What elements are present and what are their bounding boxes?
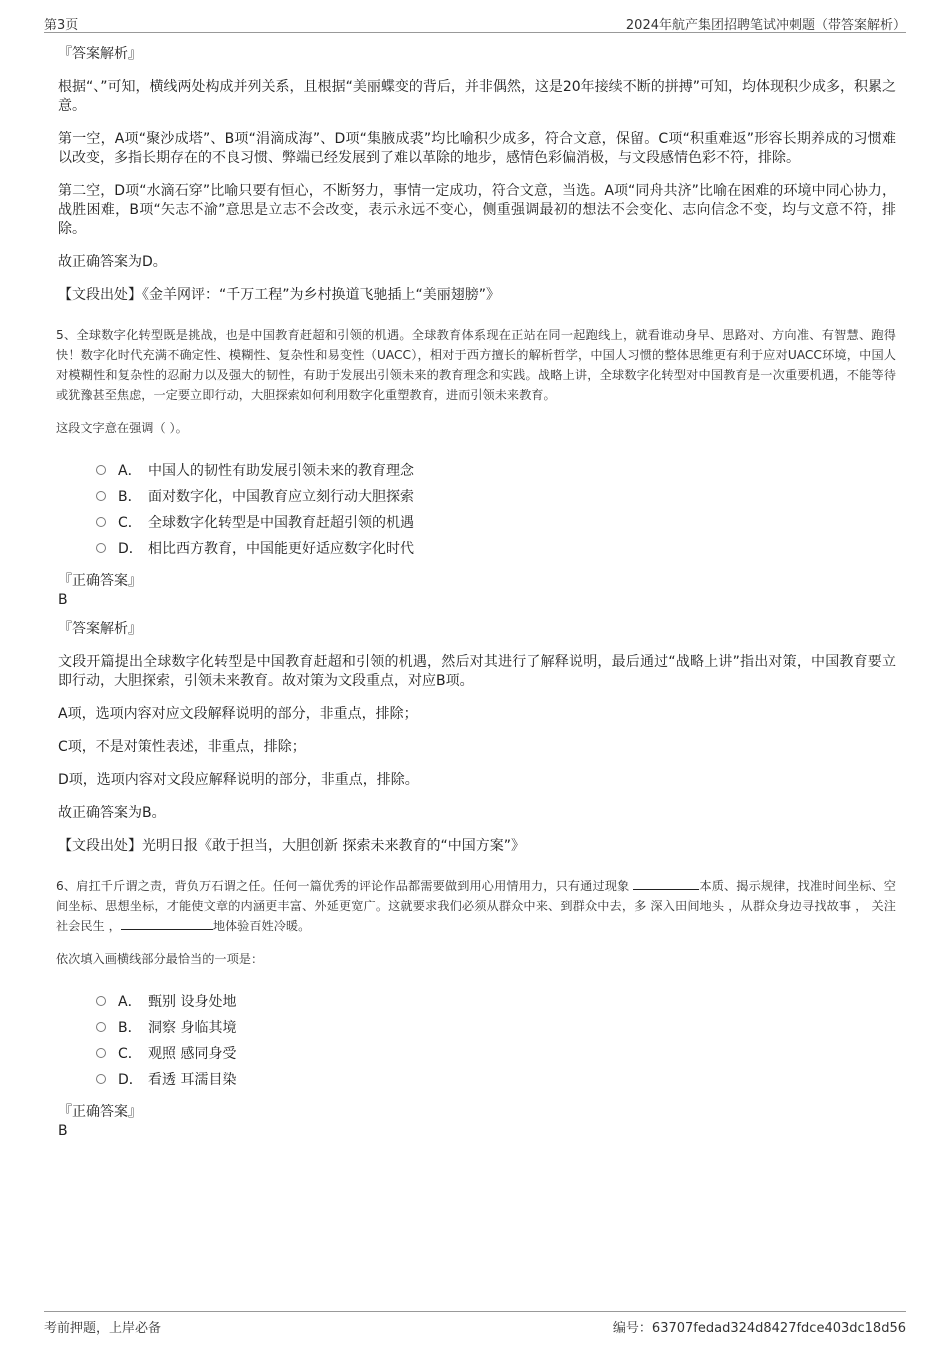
question-prompt: 这段文字意在强调（ ）。 <box>56 421 188 435</box>
page-content <box>56 44 896 1150</box>
q4-analysis <box>56 44 896 305</box>
option-a[interactable] <box>96 457 896 483</box>
radio-icon[interactable] <box>96 517 106 527</box>
radio-icon[interactable] <box>96 1048 106 1058</box>
option-list <box>96 988 896 1092</box>
radio-icon[interactable] <box>96 996 106 1006</box>
question-5 <box>56 325 896 856</box>
option-letter: A． <box>118 463 142 479</box>
question-prompt: 依次填入画横线部分最恰当的一项是： <box>56 952 264 966</box>
correct-answer <box>56 1102 896 1140</box>
stem-text: 本质、揭示规律，找准时间坐标、空间坐标、思想坐标，才能使文章的内涵更丰富、外延更宽广。这就要求我们必须从群众中来、到群众中去，多 深入田间地头 ，从群众身边寻找故事 ， 关注社会民生 ， <box>56 879 896 933</box>
option-c[interactable] <box>96 509 896 535</box>
option-letter: B． <box>118 1020 142 1036</box>
option-a[interactable] <box>96 988 896 1014</box>
question-6 <box>56 876 896 1140</box>
answer-value: B <box>58 1123 68 1139</box>
analysis-paragraph: 第二空，D项“水滴石穿”比喻只要有恒心，不断努力，事情一定成功，符合文意，当选。A项“同舟共济”比喻在困难的环境中同心协力，战胜困难，B项“矢志不渝”意思是立志不会改变，表示永远不变心，侧重强调最初的想法不会变化、志向信念不变，均与文意不符，排除。 <box>58 183 896 237</box>
source-citation: 【文段出处】光明日报《敢于担当，大胆创新 探索未来教育的“中国方案”》 <box>58 838 525 854</box>
radio-icon[interactable] <box>96 1022 106 1032</box>
option-text: 全球数字化转型是中国教育赶超引领的机遇 <box>148 515 414 531</box>
option-b[interactable] <box>96 483 896 509</box>
analysis-paragraph: 文段开篇提出全球数字化转型是中国教育赶超和引领的机遇，然后对其进行了解释说明，最后通过“战略上讲”指出对策，中国教育要立即行动，大胆探索，引领未来教育。故对策为文段重点，对应B项。 <box>58 654 896 689</box>
analysis-paragraph: 第一空，A项“聚沙成塔”、B项“涓滴成海”、D项“集腋成裘”均比喻积少成多，符合文意，保留。C项“积重难返”形容长期养成的习惯难以改变，多指长期存在的不良习惯、弊端已经发展到了难以革除的地步，感情色彩偏消极，与文段感情色彩不符，排除。 <box>58 131 896 166</box>
analysis-paragraph: 故正确答案为D。 <box>58 254 167 270</box>
question-stem <box>56 876 896 936</box>
page-footer <box>44 1311 906 1334</box>
option-text: 面对数字化，中国教育应立刻行动大胆探索 <box>148 489 414 505</box>
radio-icon[interactable] <box>96 543 106 553</box>
document-title: 2024年航产集团招聘笔试冲刺题（带答案解析） <box>625 18 906 33</box>
option-letter: C． <box>118 1046 142 1062</box>
page-header <box>44 10 906 33</box>
answer-value: B <box>58 592 68 608</box>
option-list <box>96 457 896 561</box>
analysis-paragraph: A项，选项内容对应文段解释说明的部分，非重点，排除； <box>58 706 418 722</box>
option-text: 洞察 身临其境 <box>148 1020 237 1036</box>
option-text: 观照 感同身受 <box>148 1046 237 1062</box>
option-c[interactable] <box>96 1040 896 1066</box>
option-letter: D． <box>118 1072 143 1088</box>
option-d[interactable] <box>96 1066 896 1092</box>
footer-slogan: 考前押题，上岸必备 <box>44 1321 162 1336</box>
option-b[interactable] <box>96 1014 896 1040</box>
option-text: 相比西方教育，中国能更好适应数字化时代 <box>148 541 414 557</box>
analysis-title: 『答案解析』 <box>58 621 142 637</box>
analysis-paragraph: 故正确答案为B。 <box>58 805 166 821</box>
source-citation: 【文段出处】《金羊网评：“千万工程”为乡村换道飞驰插上“美丽翅膀”》 <box>58 287 501 303</box>
fill-blank <box>121 916 213 930</box>
question-stem: 5、全球数字化转型既是挑战，也是中国教育赶超和引领的机遇。全球教育体系现在正站在同一起跑线上，就看谁动身早、思路对、方向准、有智慧、跑得快！数字化时代充满不确定性、模糊性、复杂性和易变性（UACC），相对于西方擅长的解析哲学，中国人习惯的整体思维更有利于应对UACC环境，中国人对模糊性和复杂性的忍耐力以及强大的韧性，有助于发展出引领未来的教育理念和实践。战略上讲，全球数字化转型对中国教育是一次重要机遇，不能等待或犹豫甚至焦虑，一定要立即行动，大胆探索如何利用数字化重塑教育，进而引领未来教育。 <box>56 328 896 402</box>
analysis-paragraph: 根据“、”可知，横线两处构成并列关系，且根据“美丽蝶变的背后，并非偶然，这是20年接续不断的拼搏”可知，均体现积少成多，积累之意。 <box>58 79 896 114</box>
analysis-paragraph: C项，不是对策性表述，非重点，排除； <box>58 739 306 755</box>
fill-blank <box>633 876 699 890</box>
stem-text: 地体验百姓冷暖。 <box>212 919 311 933</box>
option-letter: A． <box>118 994 142 1010</box>
option-letter: B． <box>118 489 142 505</box>
answer-title: 『正确答案』 <box>58 573 142 589</box>
option-d[interactable] <box>96 535 896 561</box>
option-text: 甄别 设身处地 <box>148 994 237 1010</box>
option-letter: D． <box>118 541 143 557</box>
analysis-paragraph: D项，选项内容对文段应解释说明的部分，非重点，排除。 <box>58 772 419 788</box>
stem-text: 6、肩扛千斤谓之责，背负万石谓之任。任何一篇优秀的评论作品都需要做到用心用情用力，只有通过现象 <box>56 879 634 893</box>
option-text: 看透 耳濡目染 <box>148 1072 237 1088</box>
page-number: 第3页 <box>44 18 79 33</box>
answer-title: 『正确答案』 <box>58 1104 142 1120</box>
radio-icon[interactable] <box>96 1074 106 1084</box>
radio-icon[interactable] <box>96 491 106 501</box>
document-id: 编号：63707fedad324d8427fdce403dc18d56 <box>612 1321 906 1336</box>
option-text: 中国人的韧性有助发展引领未来的教育理念 <box>148 463 414 479</box>
analysis-title: 『答案解析』 <box>58 46 142 62</box>
option-letter: C． <box>118 515 142 531</box>
radio-icon[interactable] <box>96 465 106 475</box>
correct-answer <box>56 571 896 609</box>
